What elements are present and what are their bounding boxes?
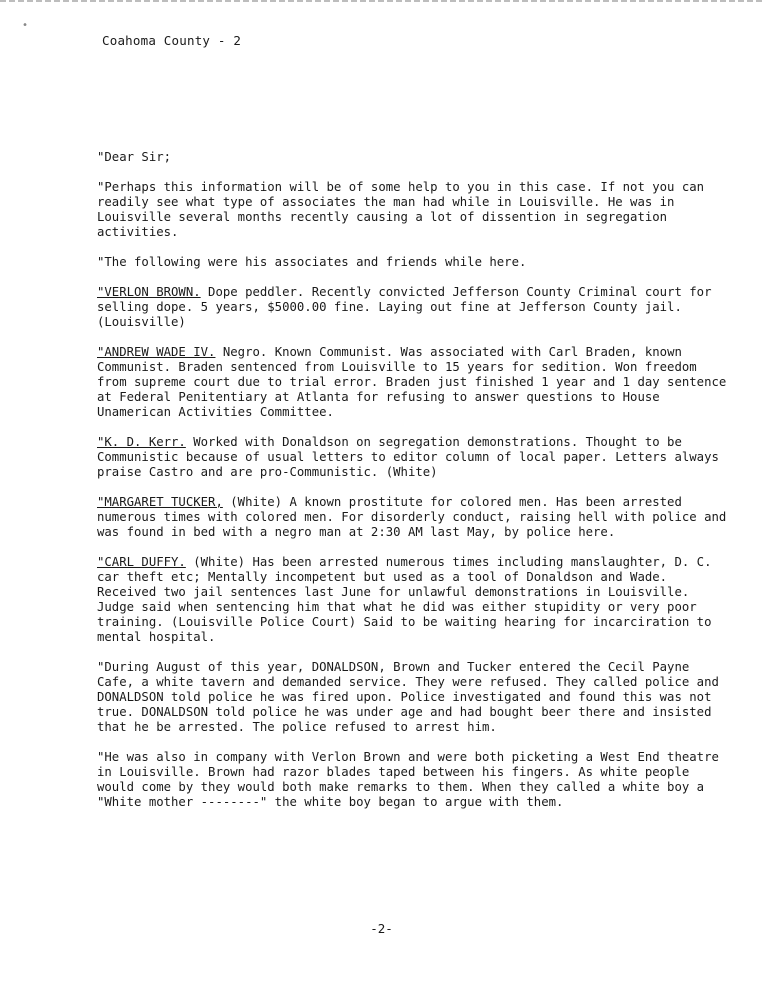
paragraph-verlon-brown [97,285,727,330]
associate-name: "K. D. Kerr. [97,435,186,449]
associate-name: "MARGARET TUCKER, [97,495,223,509]
page-number: -2- [370,921,393,936]
associate-description: Negro. Known Communist. Was associated with Carl Braden, known Communist. Braden sentenced from Louisville to 15 years for sedition. Won freedom from supreme court due to trial error. Braden just finished 1 year and 1 day sentence at Federal Penitentiary at Atlanta for refusing to answer questions to House Unamerican Activities Committee. [97,345,727,419]
associate-description: Dope peddler. Recently convicted Jefferson County Criminal court for selling dope. 5 years, $5000.00 fine. Laying out fine at Jefferson County jail. (Louisville) [97,285,712,329]
associate-description: (White) Has been arrested numerous times including manslaughter, D. C. car theft etc; Mentally incompetent but used as a tool of Donaldson and Wade. Received two jail sentences last June for unlawful demonstrations in Louisville. Judge said when sentencing him that what he did was either stupidity or very poor training. (Louisville Police Court) Said to be waiting hearing for incarciration to mental hospital. [97,555,712,644]
associate-name: "ANDREW WADE IV. [97,345,216,359]
paragraph-carl-duffy [97,555,727,645]
paragraph-picketing: "He was also in company with Verlon Brown and were both picketing a West End theatre in Louisville. Brown had razor blades taped between his fingers. As white people would come by they would both make remarks to them. When they called a white boy a "White mother --------" the white boy began to argue with them. [97,750,719,809]
paragraph-cafe-incident: "During August of this year, DONALDSON, Brown and Tucker entered the Cecil Payne Cafe, a white tavern and demanded service. They were refused. They called police and DONALDSON told police he was fired upon. Police investigated and found this was not true. DONALDSON told police he was under age and had bought beer there and insisted that he be arrested. The police refused to arrest him. [97,660,719,734]
associate-description: (White) A known prostitute for colored men. Has been arrested numerous times with colored men. For disorderly conduct, raising hell with police and was found in bed with a negro man at 2:30 AM last May, by police here. [97,495,727,539]
paragraph-andrew-wade [97,345,727,420]
associate-name: "CARL DUFFY. [97,555,186,569]
paragraph-margaret-tucker [97,495,727,540]
letter-body [97,150,727,825]
associate-name: "VERLON BROWN. [97,285,201,299]
paragraph-associates: "The following were his associates and friends while here. [97,255,527,269]
salutation: "Dear Sir; [97,150,172,164]
associate-description: Worked with Donaldson on segregation demonstrations. Thought to be Communistic because of usual letters to editor column of local paper. Letters always praise Castro and are pro-Communistic. (White) [97,435,719,479]
top-rule [0,0,763,2]
scan-speck: • [22,20,29,31]
paragraph-kd-kerr [97,435,727,480]
page-header: Coahoma County - 2 [102,33,242,48]
paragraph-intro: "Perhaps this information will be of some help to you in this case. If not you can readily see what type of associates the man had while in Louisville. He was in Louisville several months recently causing a lot of dissention in segregation activities. [97,180,705,239]
